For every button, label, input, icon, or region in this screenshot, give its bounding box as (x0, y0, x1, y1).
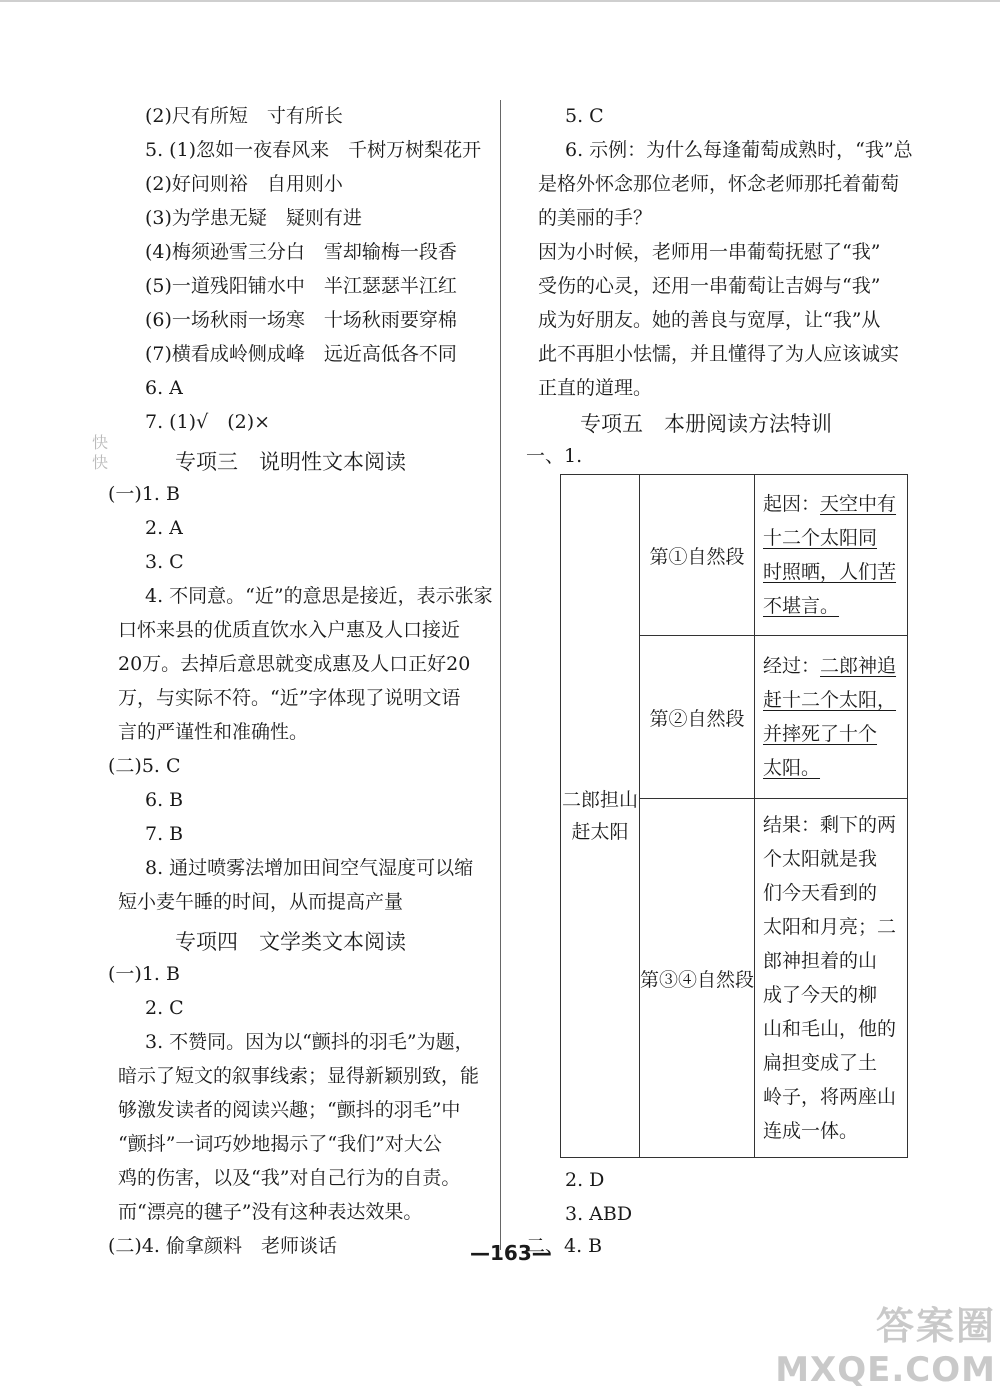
answer-line: (二)4. 偷拿颜料 老师谈话 (108, 1235, 337, 1257)
section-heading-5: 专项五 本册阅读方法特训 (580, 412, 832, 436)
column-divider (500, 100, 501, 1250)
watermark-text: 答案圈 (875, 1304, 996, 1348)
answer-line: 2. A (145, 517, 183, 539)
answer-line: 的美丽的手？ (538, 207, 653, 229)
answer-line: (5)一道残阳铺水中 半江瑟瑟半江红 (145, 275, 457, 297)
story-title-line: 二郎担山 (561, 789, 638, 811)
answer-line: (6)一场秋雨一场寒 十场秋雨要穿棉 (145, 309, 457, 331)
result-text: 成了今天的柳 (763, 984, 878, 1006)
watermark-url: MXQE.COM (775, 1350, 996, 1390)
cause-label: 起因： (763, 493, 821, 515)
answer-line: 万，与实际不符。“近”字体现了说明文语 (118, 687, 461, 709)
answer-line: 7. (1)√ (2)× (145, 411, 271, 433)
page-number: —163— (470, 1241, 552, 1265)
answer-line: 是格外怀念那位老师，怀念老师那托着葡萄 (538, 173, 900, 195)
answer-line: 2. C (145, 997, 184, 1019)
process-text: 二郎神追 (820, 655, 897, 677)
process-text: 赶十二个太阳， (763, 689, 897, 711)
answer-line: 言的严谨性和准确性。 (118, 721, 309, 743)
margin-mark: 快 (92, 433, 109, 452)
answer-line: 够激发读者的阅读兴趣；“颤抖的羽毛”中 (118, 1099, 461, 1121)
answer-line: 暗示了短文的叙事线索；显得新颖别致，能 (118, 1065, 480, 1087)
result-text: 个太阳就是我 (763, 848, 878, 870)
answer-line: 此不再胆小怯懦，并且懂得了为人应该诚实 (538, 343, 900, 365)
watermark-logo (775, 1295, 996, 1390)
answer-line: 而“漂亮的毽子”没有这种表达效果。 (118, 1201, 423, 1223)
answer-line: (二)5. C (108, 755, 181, 777)
cause-text: 天空中有 (820, 493, 897, 515)
process-label: 经过： (763, 655, 821, 677)
answer-line: 成为好朋友。她的善良与宽厚，让“我”从 (538, 309, 881, 331)
answer-line: 因为小时候，老师用一串葡萄抚慰了“我” (538, 241, 881, 263)
margin-mark: 快 (92, 453, 109, 472)
answer-line: 鸡的伤害，以及“我”对自己行为的自责。 (118, 1167, 461, 1189)
answer-line: 8. 通过喷雾法增加田间空气湿度可以缩 (145, 857, 474, 879)
answer-line: 受伤的心灵，还用一串葡萄让吉姆与“我” (538, 275, 881, 297)
paragraph-cell: 第②自然段 (640, 636, 755, 799)
cause-text: 时照晒，人们苦 (763, 561, 897, 583)
answer-line: (2)尺有所短 寸有所长 (145, 105, 343, 127)
story-title-cell (561, 475, 640, 1158)
process-cell (755, 636, 908, 799)
cause-text: 不堪言。 (763, 595, 840, 617)
answer-line: 一、1. (526, 445, 583, 467)
result-text: 们今天看到的 (763, 882, 878, 904)
answer-line: 20万。去掉后意思就变成惠及人口正好20 (118, 653, 471, 675)
answer-line: (4)梅须逊雪三分白 雪却输梅一段香 (145, 241, 457, 263)
answer-line: 2. D (565, 1169, 605, 1191)
answer-line: 4. 不同意。“近”的意思是接近，表示张家 (145, 585, 493, 607)
answer-line: (3)为学患无疑 疑则有进 (145, 207, 362, 229)
section-heading-4: 专项四 文学类文本阅读 (175, 930, 406, 954)
result-text: 岭子，将两座山 (763, 1086, 897, 1108)
answer-line: (一)1. B (108, 483, 180, 505)
answer-line: 5. C (565, 105, 604, 127)
answer-line: 6. B (145, 789, 184, 811)
answer-line: 3. C (145, 551, 184, 573)
top-edge-line (0, 0, 1000, 2)
paragraph-cell: 第③④自然段 (640, 799, 755, 1158)
answer-line: 短小麦午睡的时间，从而提高产量 (118, 891, 404, 913)
answer-line: 正直的道理。 (538, 377, 653, 399)
answer-line: 6. A (145, 377, 183, 399)
result-text: 山和毛山，他的 (763, 1018, 897, 1040)
result-text: 连成一体。 (763, 1120, 859, 1142)
answer-line: 7. B (145, 823, 184, 845)
answer-line: 6. 示例：为什么每逢葡萄成熟时，“我”总 (565, 139, 913, 161)
story-title-line: 赶太阳 (571, 821, 629, 843)
answer-line: 3. ABD (565, 1203, 633, 1225)
result-text: 扁担变成了土 (763, 1052, 878, 1074)
answer-line: (2)好问则裕 自用则小 (145, 173, 343, 195)
result-text: 太阳和月亮；二 (763, 916, 897, 938)
cause-text: 十二个太阳同 (763, 527, 878, 549)
result-text: 郎神担着的山 (763, 950, 878, 972)
answer-line: (7)横看成岭侧成峰 远近高低各不同 (145, 343, 457, 365)
result-cell (755, 799, 908, 1158)
answer-line: 口怀来县的优质直饮水入户惠及人口接近 (118, 619, 461, 641)
section-heading-3: 专项三 说明性文本阅读 (175, 450, 406, 474)
process-text: 太阳。 (763, 757, 821, 779)
process-text: 并摔死了十个 (763, 723, 878, 745)
result-text: 结果：剩下的两 (763, 814, 897, 836)
story-structure-table (560, 474, 908, 1158)
answer-line: 3. 不赞同。因为以“颤抖的羽毛”为题， (145, 1031, 474, 1053)
answer-line: 5. (1)忽如一夜春风来 千树万树梨花开 (145, 139, 482, 161)
answer-line: 二、4. B (526, 1235, 603, 1257)
answer-line: “颤抖”一词巧妙地揭示了“我们”对大公 (118, 1133, 442, 1155)
answer-line: (一)1. B (108, 963, 180, 985)
cause-cell (755, 475, 908, 636)
paragraph-cell: 第①自然段 (640, 475, 755, 636)
